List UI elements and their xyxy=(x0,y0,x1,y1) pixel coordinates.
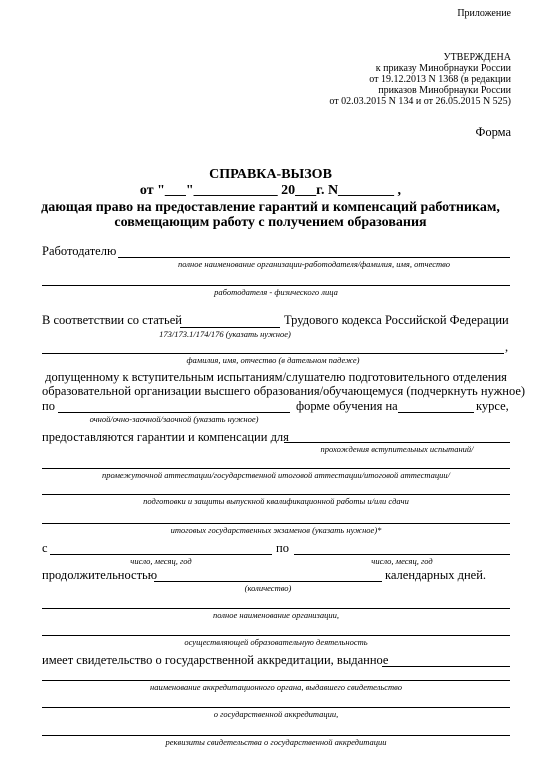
employer-label: Работодателю xyxy=(42,244,117,258)
date-to-hint: число, месяц, год xyxy=(371,556,433,566)
document-subtitle-1: дающая право на предоставление гарантий и компенсаций работникам, xyxy=(41,200,500,215)
quantity-hint: (количество) xyxy=(244,583,292,593)
date-from-hint: число, месяц, год xyxy=(130,556,192,566)
fio-field[interactable] xyxy=(42,353,504,354)
date-from-field[interactable] xyxy=(50,554,272,555)
course-field[interactable] xyxy=(398,412,474,413)
employer-field-2[interactable] xyxy=(42,285,510,286)
org-hint-2: осуществляющей образовательную деятельность xyxy=(184,637,368,647)
days-label: календарных дней. xyxy=(385,568,487,582)
document-title: СПРАВКА-ВЫЗОВ xyxy=(209,167,332,182)
purpose-field-3[interactable] xyxy=(42,494,510,495)
appendix-label: Приложение xyxy=(457,8,511,19)
date-to-field[interactable] xyxy=(294,554,510,555)
purpose-hint-4: итоговых государственных экзаменов (указать нужное)* xyxy=(170,525,382,535)
order-line-1: к приказу Минобрнауки России xyxy=(375,63,511,74)
purpose-field-1[interactable] xyxy=(284,442,510,443)
study-form-label: форме обучения на xyxy=(296,399,398,413)
article-hint: 173/173.1/174/176 (указать нужное) xyxy=(159,329,291,339)
org-field-1[interactable] xyxy=(42,608,510,609)
accred-hint-3: реквизиты свидетельства о государственной аккредитации xyxy=(165,737,387,747)
fio-comma: , xyxy=(505,340,509,354)
order-line-3: приказов Минобрнауки России xyxy=(378,85,511,96)
purpose-hint-1: прохождения вступительных испытаний/ xyxy=(320,444,474,454)
admitted-line-2: образовательной организации высшего образования/обучающемуся (подчеркнуть нужное) xyxy=(42,384,526,398)
order-line-2: от 19.12.2013 N 1368 (в редакции xyxy=(369,74,511,85)
employer-field[interactable] xyxy=(118,257,510,258)
accred-field-1[interactable] xyxy=(382,666,510,667)
accred-field-2[interactable] xyxy=(42,680,510,681)
article-code-label: Трудового кодекса Российской Федерации xyxy=(284,313,509,327)
document-date-number: от "___"____________ 20___г. N________ , xyxy=(139,183,402,198)
duration-label: продолжительностью xyxy=(42,568,158,582)
purpose-field-2[interactable] xyxy=(42,468,510,469)
employer-hint-2: работодателя - физического лица xyxy=(214,287,338,297)
from-label: с xyxy=(42,541,48,555)
course-label: курсе, xyxy=(476,399,509,413)
guarantees-label: предоставляются гарантии и компенсации для xyxy=(42,430,289,444)
study-form-field[interactable] xyxy=(58,412,290,413)
admitted-line-1: допущенному к вступительным испытаниям/слушателю подготовительного отделения xyxy=(45,370,507,384)
accred-hint-1: наименование аккредитационного органа, выдавшего свидетельство xyxy=(150,682,402,692)
accred-hint-2: о государственной аккредитации, xyxy=(213,709,339,719)
article-field[interactable] xyxy=(180,327,280,328)
duration-field[interactable] xyxy=(154,581,382,582)
purpose-field-4[interactable] xyxy=(42,523,510,524)
by-label: по xyxy=(42,399,55,413)
form-label: Форма xyxy=(475,125,511,139)
org-hint-1: полное наименование организации, xyxy=(213,610,339,620)
to-label: по xyxy=(276,541,289,555)
purpose-hint-3: подготовки и защиты выпускной квалификационной работы и/или сдачи xyxy=(143,496,409,506)
approved-label: УТВЕРЖДЕНА xyxy=(443,52,511,63)
org-field-2[interactable] xyxy=(42,635,510,636)
document-subtitle-2: совмещающим работу с получением образования xyxy=(114,215,427,230)
accreditation-label: имеет свидетельство о государственной аккредитации, выданное xyxy=(42,653,389,667)
purpose-hint-2: промежуточной аттестации/государственной итоговой аттестации/итоговой аттестации/ xyxy=(102,470,450,480)
accred-field-4[interactable] xyxy=(42,735,510,736)
fio-hint: фамилия, имя, отчество (в дательном падеже) xyxy=(186,355,360,365)
article-label: В соответствии со статьей xyxy=(42,313,182,327)
study-form-hint: очной/очно-заочной/заочной (указать нужное) xyxy=(89,414,259,424)
order-line-4: от 02.03.2015 N 134 и от 26.05.2015 N 525) xyxy=(329,96,511,107)
employer-hint-1: полное наименование организации-работодателя/фамилия, имя, отчество xyxy=(178,259,450,269)
accred-field-3[interactable] xyxy=(42,707,510,708)
